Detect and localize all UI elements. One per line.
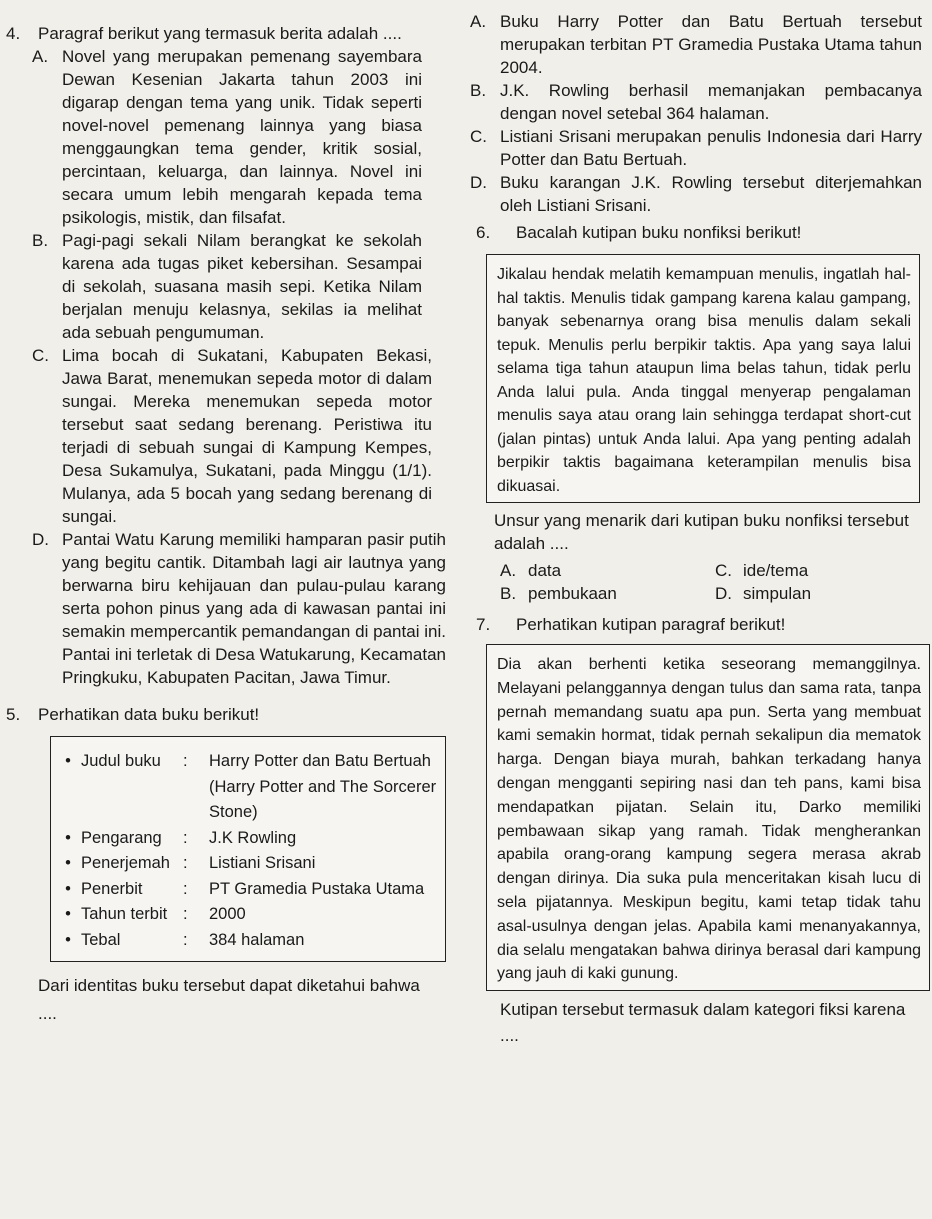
question-number: 6. [476, 223, 491, 242]
option-d[interactable]: D. Pantai Watu Karung memiliki hamparan pasir putih yang begitu cantik. Ditambah lagi air lautnya yang berwarna biru kehijauan dan pulau-pulau karang serta pohon pinus yang ada di kawasan pantai ini semakin mempercantik pemandangan di pantai ini. Pantai ini terletak di Desa Watukarung, Kecamatan Pringkuku, Kabupaten Pacitan, Jawa Timur. [32, 530, 446, 687]
option-c[interactable]: C. Lima bocah di Sukatani, Kabupaten Bekasi, Jawa Barat, menemukan sepeda motor di dalam sungai. Mereka menemukan sepeda motor tersebut saat sedang berenang. Peristiwa itu terjadi di sebuah sungai di Kampung Kempes, Desa Sukamulya, Sukatani, pada Minggu (1/1). Mulanya, ada 5 bocah yang sedang berenang di sungai. [32, 346, 432, 526]
option-b[interactable]: B. J.K. Rowling berhasil memanjakan pembacanya dengan novel setebal 364 halaman. [470, 81, 922, 123]
table-row: • Tebal : 384 halaman [55, 928, 439, 954]
right-column [470, 10, 930, 1049]
bullet-icon: • [65, 879, 71, 898]
question-6 [470, 221, 930, 605]
bullet-icon: • [65, 828, 71, 847]
question-number: 5. [6, 705, 21, 724]
question-stem: Paragraf berikut yang termasuk berita adalah .... [38, 24, 402, 43]
table-row: • Penerjemah : Listiani Srisani [55, 851, 439, 877]
question-stem: Perhatikan kutipan paragraf berikut! [516, 615, 786, 634]
question-stem: Bacalah kutipan buku nonfiksi berikut! [516, 223, 802, 242]
table-row: • Tahun terbit : 2000 [55, 902, 439, 928]
question-6-question: Unsur yang menarik dari kutipan buku nonfiksi tersebut adalah .... [494, 511, 909, 553]
option-a[interactable]: A. Buku Harry Potter dan Batu Bertuah tersebut merupakan terbitan PT Gramedia Pustaka Utama tahun 2004. [470, 12, 922, 77]
question-5-prompt: Dari identitas buku tersebut dapat diketahui bahwa .... [38, 976, 420, 1023]
bullet-icon: • [65, 752, 71, 770]
bullet-icon: • [65, 905, 71, 923]
excerpt-box [486, 254, 920, 503]
question-6-options [470, 559, 930, 605]
question-4 [0, 22, 462, 689]
excerpt-text: Jikalau hendak melatih kemampuan menulis, ingatlah hal-hal taktis. Menulis tidak gampang karena kalau gampang, banyak sebenarnya orang bisa menulis dalam sekali tepuk. Menulis perlu berpikir taktis. Apa yang saya lalui selama tiga tahun ataupun lima belas tahun, tidak perlu Anda lalui pula. Anda tinggal menyerap pengalaman menulis saya atau orang lain sehingga terdapat short-cut (jalan pintas) untuk Anda lalui. Apa yang penting adalah berpikir taktis bagaimana keterampilan menulis bisa dikuasai. [497, 266, 911, 495]
excerpt-text: Dia akan berhenti ketika seseorang memanggilnya. Melayani pelanggannya dengan tulus dan sama rata, tanpa pernah memandang suatu apa pun. Serta yang membuat kami semakin hormat, tidak pernah sekalipun dia mematok harga. Dengan biaya murah, bahkan terkadang hanya dengan mengganti sepiring nasi dan teh pans, kami bisa mendapatkan pijatan. Selain itu, Darko memiliki pembawaan sikap yang ramah. Tidak mengherankan apabila orang-orang kampung segera merasa akrab dengan dirinya. Dia suka pula menceritakan kisah lucu di sela pijatannya. Meskipun begitu, kami tetap tidak tahu asal-usulnya dengan jelas. Apabila kami menanyakannya, dia selalu mengatakan bahwa dirinya berasal dari kampung yang jauh di kaki gunung. [497, 656, 921, 983]
bullet-icon: • [65, 930, 71, 949]
bullet-icon: • [65, 854, 71, 872]
table-row: • Pengarang : J.K Rowling [55, 826, 439, 852]
question-5 [0, 703, 462, 1028]
book-data-table [55, 749, 439, 953]
question-5-options [470, 10, 930, 217]
question-stem: Perhatikan data buku berikut! [38, 705, 260, 724]
question-7 [470, 613, 930, 1049]
table-row: • Penerbit : PT Gramedia Pustaka Utama [55, 877, 439, 903]
option-d[interactable]: D. Buku karangan J.K. Rowling tersebut diterjemahkan oleh Listiani Srisani. [470, 173, 922, 215]
option-d[interactable]: D. simpulan [715, 584, 812, 603]
option-c[interactable]: C. Listiani Srisani merupakan penulis Indonesia dari Harry Potter dan Batu Bertuah. [470, 127, 922, 169]
question-number: 4. [6, 24, 21, 43]
left-column [0, 22, 462, 1028]
excerpt-box [486, 644, 930, 991]
question-7-question: Kutipan tersebut termasuk dalam kategori fiksi karena .... [500, 1000, 906, 1046]
question-number: 7. [476, 615, 491, 634]
table-row: • Judul buku : Harry Potter dan Batu Bertuah (Harry Potter and The Sorcerer Stone) [55, 749, 439, 826]
option-b[interactable]: B. pembukaan [500, 584, 617, 603]
option-a[interactable]: A. Novel yang merupakan pemenang sayembara Dewan Kesenian Jakarta tahun 2003 ini digarap dengan tema yang unik. Tidak seperti novel-novel pemenang lainnya yang biasa menggaungkan tema gender, kritik sosial, percintaan, keluarga, dan lainnya. Novel ini secara umum lebih mengarah kepada tema psikologis, mistik, dan filsafat. [32, 47, 422, 227]
book-data-box [50, 736, 446, 962]
option-c[interactable]: C. ide/tema [715, 561, 809, 580]
option-a[interactable]: A. data [500, 561, 562, 580]
option-b[interactable]: B. Pagi-pagi sekali Nilam berangkat ke sekolah karena ada tugas piket kebersihan. Sesampai di sekolah, suasana masih sepi. Ketika Nilam berjalan menuju kelasnya, sekilas ia melihat ada sebuah pengumuman. [32, 231, 422, 342]
